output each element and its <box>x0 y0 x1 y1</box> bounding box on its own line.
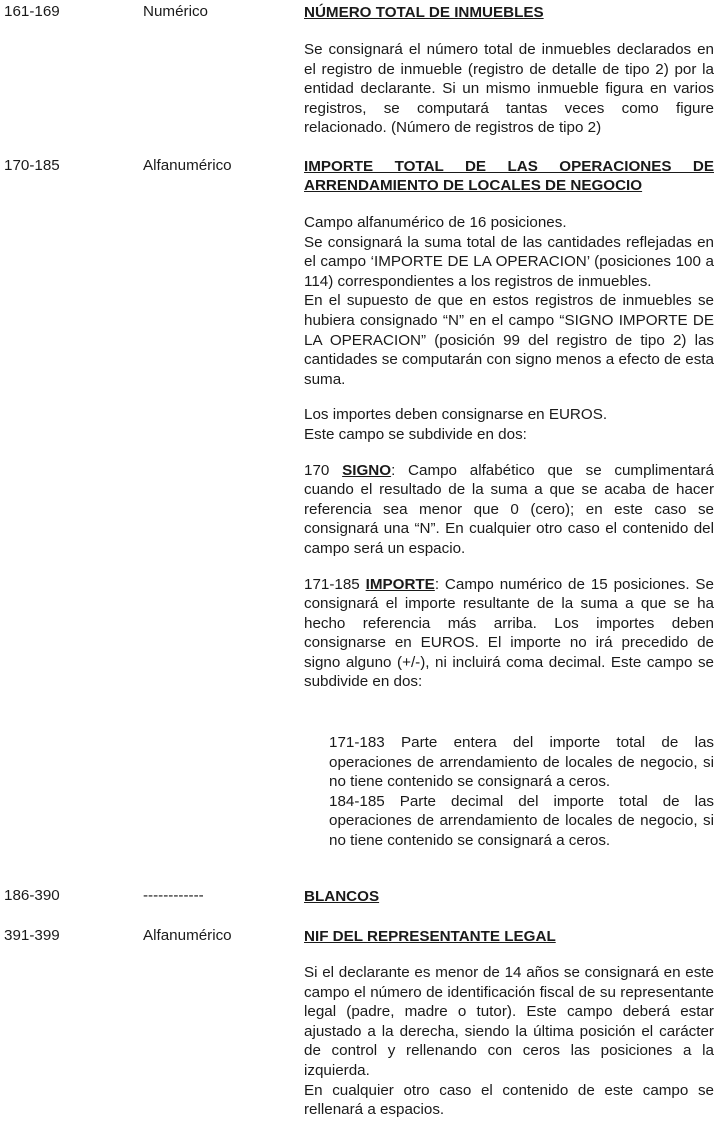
importe-label: IMPORTE <box>365 575 435 593</box>
text-paragraph: En el supuesto de que en estos registros de inmuebles se hubiera consignado “N” en el campo “SIGNO IMPORTE DE LA OPERACION” (posición 99 del registro de tipo 2) las cantidades se computarán con signo menos a efecto de esta suma. <box>304 292 714 388</box>
row-title: NÚMERO TOTAL DE INMUEBLES <box>304 4 544 21</box>
row-position: 161-169 <box>4 3 60 20</box>
row-position: 186-390 <box>4 887 60 904</box>
row-position: 170-185 <box>4 157 60 174</box>
row-title: BLANCOS <box>304 888 380 905</box>
signo-text: : Campo alfabético que se cumplimentará cuando el resultado de la suma a que se acaba de hacer referencia sea menor que 0 (cero); en este caso se consignará una “N”. En cualquier otro caso el contenido del campo será un espacio. <box>304 461 714 557</box>
row-position: 391-399 <box>4 927 60 944</box>
importe-position: 171-185 <box>304 575 360 593</box>
text-paragraph: Este campo se subdivide en dos: <box>304 425 527 443</box>
row-type: Alfanumérico <box>143 157 232 174</box>
importe-paragraph <box>304 575 714 693</box>
subfield-paragraph: 184-185 Parte decimal del importe total de las operaciones de arrendamiento de locales de negocio, si no tiene contenido se consignará a ceros. <box>329 792 714 849</box>
signo-label: SIGNO <box>342 461 392 479</box>
text-paragraph: En cualquier otro caso el contenido de este campo se rellenará a espacios. <box>304 1081 714 1119</box>
description-block <box>304 213 714 692</box>
text-paragraph: Campo alfanumérico de 16 posiciones. <box>304 214 567 231</box>
signo-paragraph <box>304 461 714 559</box>
importe-text: : Campo numérico de 15 posiciones. Se consignará el importe resultante de la suma a que se ha hecho referencia más arriba. Los importes deben consignarse en EUROS. El importe no irá precedido de signo alguno (+/-), ni incluirá coma decimal. Este campo se subdivide en dos: <box>304 575 714 691</box>
row-type: Alfanumérico <box>143 927 232 944</box>
text-paragraph: Los importes deben consignarse en EUROS. <box>304 406 608 424</box>
row-title: NIF DEL REPRESENTANTE LEGAL <box>304 928 556 945</box>
signo-position: 170 <box>304 461 330 479</box>
row-title: IMPORTE TOTAL DE LAS OPERACIONES DE ARRENDAMIENTO DE LOCALES DE NEGOCIO <box>304 158 714 194</box>
text-paragraph: Se consignará el número total de inmuebles declarados en el registro de inmueble (registro de detalle de tipo 2) por la entidad declarante. Si un mismo inmueble figura en varios registros, se computará tantas veces como figure relacionado. (Número de registros de tipo 2) <box>304 41 714 137</box>
text-paragraph: Se consignará la suma total de las cantidades reflejadas en el campo ‘IMPORTE DE LA OPERACION’ (posiciones 100 a 114) correspondientes a los registros de inmuebles. <box>304 233 714 290</box>
description-block <box>304 963 714 1120</box>
text-paragraph: Si el declarante es menor de 14 años se consignará en este campo el número de identificación fiscal de su representante legal (padre, madre o tutor). Este campo deberá estar ajustado a la derecha, siendo la última posición el carácter de control y rellenando con ceros las posiciones a la izquierda. <box>304 964 714 1079</box>
row-type: Numérico <box>143 3 208 20</box>
row-type: ------------ <box>143 887 204 904</box>
subfield-block <box>329 733 714 851</box>
subfield-paragraph: 171-183 Parte entera del importe total de las operaciones de arrendamiento de locales de negocio, si no tiene contenido se consignará a ceros. <box>329 734 714 791</box>
description-paragraph <box>304 40 714 138</box>
